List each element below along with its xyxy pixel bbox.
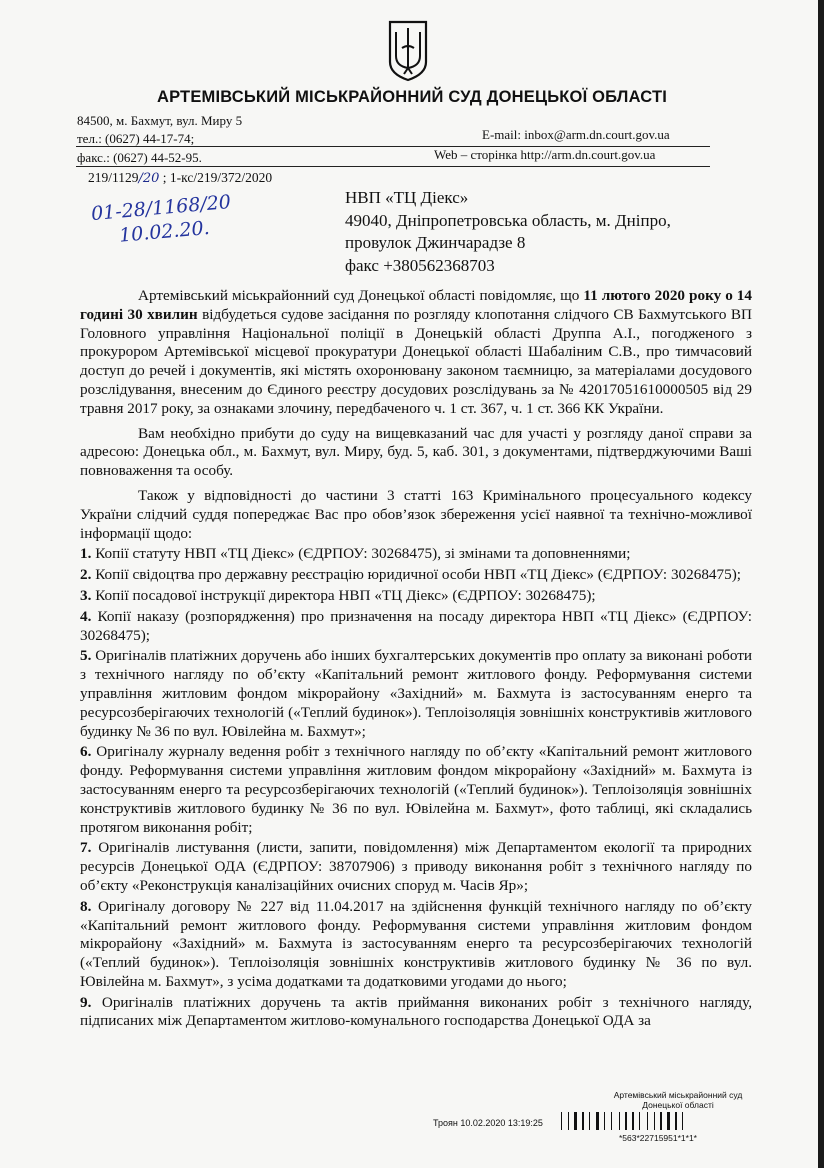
list-item-text: Копії статуту НВП «ТЦ Діекс» (ЄДРПОУ: 30268475), зі змінами та доповненнями; (91, 545, 631, 563)
handwritten-registration (90, 190, 234, 250)
case-reference (88, 170, 272, 186)
list-item-text: Копії свідоцтва про державну реєстрацію юридичної особи НВП «ТЦ Діекс» (ЄДРПОУ: 30268475); (91, 566, 741, 584)
list-item-number: 5. (80, 647, 92, 665)
list-item (80, 608, 752, 646)
stamp-court-name (583, 1090, 773, 1110)
list-item (80, 566, 752, 585)
case-number: 219/1129 (88, 170, 139, 185)
recipient-address-1: 49040, Дніпропетровська область, м. Дніпро, (345, 210, 671, 230)
case-number-suffix: ; 1-кс/219/372/2020 (159, 170, 273, 185)
list-item-text: Копії посадової інструкції директора НВП «ТЦ Діекс» (ЄДРПОУ: 30268475); (91, 586, 596, 604)
court-fax: факс.: (0627) 44-52-95. (77, 150, 202, 165)
handwritten-reg-date: 10.02.20. (118, 216, 211, 247)
stamp-code: *563*22715951*1*1* (619, 1133, 697, 1143)
list-item (80, 545, 752, 564)
case-number-handwritten: /20 (138, 171, 160, 186)
list-item-text: Оригіналів платіжних доручень та актів приймання виконаних робіт з технічного нагляду, підписаних між Департаментом житлово-комунального господарства Донецької ОДА за (80, 993, 752, 1030)
list-item (80, 587, 752, 606)
list-item-number: 4. (80, 607, 92, 625)
recipient-block (345, 187, 671, 277)
stamp-user-time: Троян 10.02.2020 13:19:25 (433, 1118, 543, 1128)
list-item (80, 647, 752, 741)
court-email[interactable]: E-mail: inbox@arm.dn.court.gov.ua (482, 127, 670, 142)
trident-emblem-icon (386, 18, 430, 82)
document-list (80, 545, 752, 1031)
paragraph-hearing (80, 287, 752, 419)
list-item-text: Копії наказу (розпорядження) про призначення на посаду директора НВП «ТЦ Діекс» (ЄДРПОУ: 30268475); (80, 607, 752, 644)
list-item (80, 994, 752, 1032)
registration-stamp (433, 1090, 763, 1150)
scan-edge (818, 0, 824, 1168)
list-item-number: 9. (80, 993, 92, 1011)
list-item-number: 2. (80, 566, 92, 584)
list-item-number: 7. (80, 839, 92, 857)
recipient-address-2: провулок Джинчарадзе 8 (345, 233, 526, 252)
list-item-number: 1. (80, 545, 92, 563)
hearing-datetime: 11 лютого 2020 року о 14 годині 30 хвилин (80, 287, 752, 323)
court-name: АРТЕМІВСЬКИЙ МІСЬКРАЙОННИЙ СУД ДОНЕЦЬКОЇ ОБЛАСТІ (156, 88, 668, 106)
paragraph-hearing-text-2: відбудеться судове засідання по розгляду клопотання слідчого СВ Бахмутського ВП Головного управління Національної поліції в Донецькій області Друппа А.І., погодженого з прокурором Артемівської місцевої прокуратури Донецької області Шабаліним С.В., про тимчасовий доступ до речей і документів, які містять охоронювану законом таємницю, за матеріалами досудового розслідування, внесеним до Єдиного реєстру досудових розслідувань за № 42017051610000505 від 29 травня 2017 року, за ознаками злочину, передбаченого ч. 1 ст. 367, ч. 1 ст. 366 КК України. (80, 305, 752, 417)
barcode-icon (559, 1110, 759, 1132)
list-item (80, 743, 752, 837)
handwritten-reg-number: 01-28/1168/20 (90, 190, 232, 226)
paragraph-appearance: Вам необхідно прибути до суду на вищевказаний час для участі у розгляду даної справи за адресою: Донецька обл., м. Бахмут, вул. Миру, буд. 5, каб. 301, з документами, підтверджуючими Ваші повноваження та особу. (80, 424, 752, 480)
stamp-court-line-1: Артемівський міськрайонний суд (613, 1090, 743, 1100)
court-website[interactable]: Web – сторінка http://arm.dn.court.gov.ua (434, 147, 656, 162)
list-item (80, 839, 752, 895)
list-item-text: Оригіналів листування (листи, запити, повідомлення) між Департаментом екології та природних ресурсів Донецької ОДА (ЄДРПОУ: 38707906) з приводу виконання робіт з технічного нагляду по об’єкту «Реконструкція каналізаційних очисних споруд м. Часів Яр»; (80, 839, 752, 894)
stamp-court-line-2: Донецької області (642, 1100, 714, 1110)
letter-body (80, 287, 752, 1033)
recipient-name: НВП «ТЦ Діекс» (345, 188, 469, 207)
list-item-number: 8. (80, 897, 92, 915)
list-item-number: 6. (80, 743, 92, 761)
header-divider-2 (76, 166, 710, 167)
list-item-number: 3. (80, 586, 92, 604)
court-phone: тел.: (0627) 44-17-74; (77, 131, 195, 146)
list-item (80, 898, 752, 992)
list-item-text: Оригіналу договору № 227 від 11.04.2017 на здійснення функцій технічного нагляду по об’єкту «Капітальний ремонт житлового фонду. Реформування системи управління житловим фондом мікрорайону «Західний» м. Бахмута із застосуванням енерго та ресурсозберігаючих технологій («Теплий будинок»). Теплоізоляція зовнішніх конструктивів житлового будинку № 36 по вул. Ювілейна м. Бахмут», з усіма додатками та додатковими угодами до нього; (80, 897, 752, 990)
paragraph-preservation: Також у відповідності до частини 3 статті 163 Кримінального процесуального кодексу України слідчий суддя попереджає Вас про обов’язок збереження усієї наявної та технічно-можливої інформації щодо: (80, 486, 752, 542)
paragraph-hearing-text: Артемівський міськрайонний суд Донецької області повідомляє, що (138, 287, 584, 304)
recipient-fax: факс +380562368703 (345, 255, 495, 275)
list-item-text: Оригіналу журналу ведення робіт з технічного нагляду по об’єкту «Капітальний ремонт житлового фонду. Реформування системи управління житловим фондом мікрорайону «Західний» м. Бахмута із застосуванням енерго та ресурсозберігаючих технологій («Теплий будинок»). Теплоізоляція зовнішніх конструктивів житлового будинку № 36 по вул. Ювілейна м. Бахмут», фото таблиці, які складались протягом виконання робіт; (80, 743, 752, 836)
list-item-text: Оригіналів платіжних доручень або інших бухгалтерських документів про оплату за виконані роботи з технічного нагляду по об’єкту «Капітальний ремонт житлового фонду. Реформування системи управління житловим фондом мікрорайону «Західний» м. Бахмута із застосуванням енерго та ресурсозберігаючих технологій («Теплий будинок»). Теплоізоляція зовнішніх конструктивів житлового будинку № 36 по вул. Ювілейна м. Бахмут»; (80, 647, 752, 740)
court-address: 84500, м. Бахмут, вул. Миру 5 (77, 113, 243, 128)
